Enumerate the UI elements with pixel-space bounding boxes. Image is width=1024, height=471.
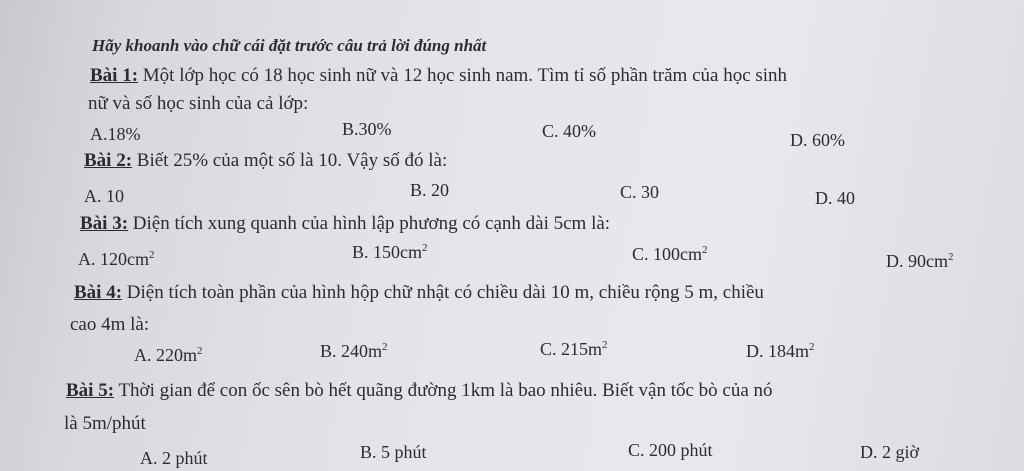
- question-5-option-c[interactable]: C. 200 phút: [628, 440, 713, 460]
- question-2-option-a[interactable]: A. 10: [84, 186, 124, 206]
- question-5-label: Bài 5:: [66, 380, 115, 401]
- question-4: [74, 281, 764, 305]
- question-3: [80, 212, 610, 236]
- question-1-text-line1: Một lớp học có 18 học sinh nữ và 12 học sinh nam. Tìm tỉ số phần trăm của học sinh: [142, 65, 788, 86]
- question-2-label: Bài 2:: [84, 150, 133, 171]
- question-5-text-line2: là 5m/phút: [64, 413, 146, 434]
- question-1-option-c[interactable]: C. 40%: [542, 121, 596, 141]
- question-4-option-a[interactable]: A. $220m^2$: [134, 345, 203, 365]
- question-5: [66, 379, 773, 403]
- question-4-label: Bài 4:: [74, 282, 123, 303]
- question-1-label: Bài 1:: [90, 65, 139, 86]
- question-1-option-b[interactable]: B.30%: [342, 119, 392, 139]
- question-3-option-a[interactable]: A. $120cm^2$: [78, 249, 155, 269]
- question-5-option-b[interactable]: B. 5 phút: [360, 442, 427, 462]
- question-4-text-line2: cao 4m là:: [70, 314, 150, 335]
- question-2-option-c[interactable]: C. 30: [620, 182, 660, 202]
- instruction-text: Hãy khoanh vào chữ cái đặt trước câu trả lời đúng nhất: [92, 36, 487, 55]
- question-2-option-b[interactable]: B. 20: [410, 180, 450, 200]
- question-1-option-a[interactable]: A.18%: [90, 124, 141, 144]
- question-2: [84, 149, 447, 173]
- question-4-option-b[interactable]: B. $240m^2$: [320, 341, 388, 361]
- question-4-text-line1: Diện tích toàn phần của hình hộp chữ nhật có chiều dài 10 m, chiều rộng 5 m, chiều: [126, 282, 764, 303]
- question-5-text-line1: Thời gian để con ốc sên bò hết quãng đường 1km là bao nhiêu. Biết vận tốc bò của nó: [118, 380, 773, 401]
- question-3-label: Bài 3:: [80, 213, 129, 234]
- question-1-option-d[interactable]: D. 60%: [790, 130, 845, 150]
- question-3-option-d[interactable]: D. $90cm^2$: [886, 251, 954, 271]
- question-4-option-c[interactable]: C. $215m^2$: [540, 339, 608, 359]
- question-1-text-line2: nữ và số học sinh của cả lớp:: [88, 93, 309, 114]
- question-2-text: Biết 25% của một số là 10. Vậy số đó là:: [136, 150, 448, 171]
- question-2-option-d[interactable]: D. 40: [815, 188, 855, 208]
- question-3-option-b[interactable]: B. $150cm^2$: [352, 242, 428, 262]
- question-3-option-c[interactable]: C. $100cm^2$: [632, 244, 708, 264]
- question-1: [90, 64, 787, 88]
- question-4-option-d[interactable]: D. $184m^2$: [746, 341, 815, 361]
- question-5-option-a[interactable]: A. 2 phút: [140, 448, 208, 468]
- question-3-text: Diện tích xung quanh của hình lập phương có cạnh dài 5cm là:: [132, 213, 611, 234]
- question-5-option-d[interactable]: D. 2 giờ: [860, 442, 920, 462]
